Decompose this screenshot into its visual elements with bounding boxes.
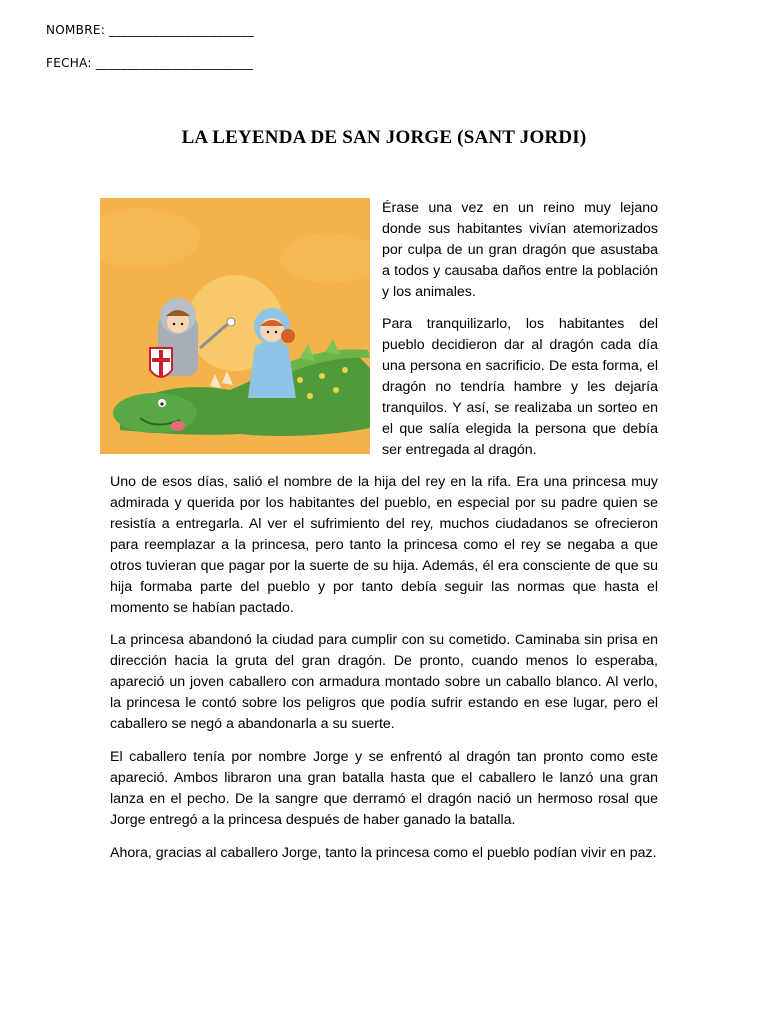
story-paragraph: Érase una vez en un reino muy lejano donde sus habitantes vivían atemorizados por culpa de un gran dragón que asustaba a todos y causaba daños entre la población y los animales. [382,200,658,300]
name-field: NOMBRE: _______________________ [46,23,255,37]
story-paragraph: Ahora, gracias al caballero Jorge, tanto la princesa como el pueblo podían vivir en paz. [110,845,657,861]
story-paragraph: El caballero tenía por nombre Jorge y se enfrentó al dragón tan pronto como este apareció. Ambos libraron una gran batalla hasta que el caballero le lanzó una gran lanza en el pecho. De la sangre que derramó el dragón nació un hermoso rosal que Jorge entregó a la princesa después de haber ganado la batalla. [110,749,658,828]
story-paragraph: Para tranquilizarlo, los habitantes del pueblo decidieron dar al dragón cada día una persona en sacrificio. De esta forma, el dragón no tendría hambre y les dejaría tranquilos. Y así, se realizaba un sorteo en el que salía elegida la persona que debía ser entregada al dragón. [382,316,658,458]
story-paragraph: Uno de esos días, salió el nombre de la hija del rey en la rifa. Era una princesa muy admirada y querida por los habitantes del pueblo, en especial por su padre quien se resistía a entregarla. Al ver el sufrimiento del rey, muchos ciudadanos se ofrecieron para reemplazar a la princesa, pero tanto la princesa como el rey se negaba a que otros tuvieran que pagar por la suerte de su hija. Además, él era consciente de que su hija formaba parte del pueblo y por tanto debía seguir las normas que hasta el momento se habían pactado. [110,474,658,616]
page-title: LA LEYENDA DE SAN JORGE (SANT JORDI) [181,127,587,148]
date-field: FECHA: _________________________ [46,56,254,70]
story-paragraph: La princesa abandonó la ciudad para cumplir con su cometido. Caminaba sin prisa en dirección hacia la gruta del gran dragón. De pronto, cuando menos lo esperaba, apareció un joven caballero con armadura montado sobre un caballo blanco. Al verlo, la princesa le contó sobre los peligros que podía sufrir estando en ese lugar, pero el caballero se negó a abandonarla a su suerte. [110,632,658,732]
story-illustration [100,198,370,454]
